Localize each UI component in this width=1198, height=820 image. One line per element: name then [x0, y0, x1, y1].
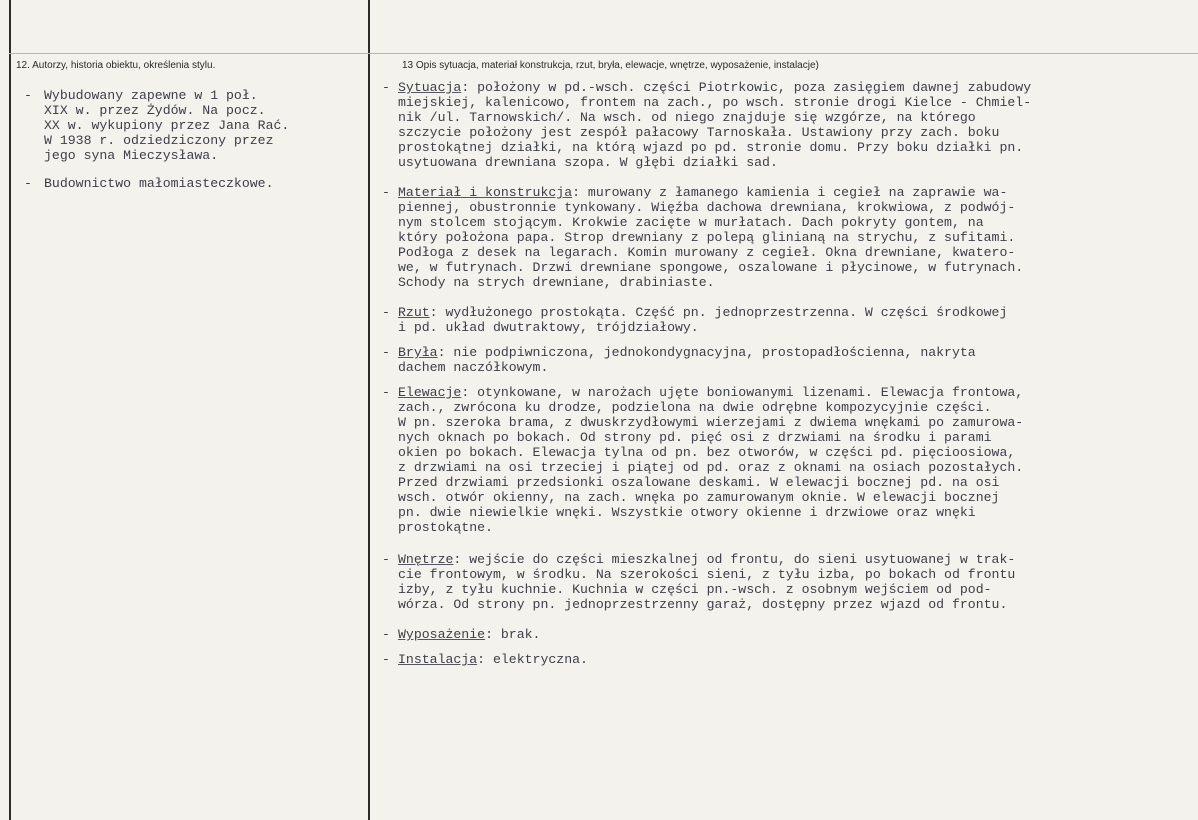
line-text: usytuowana drewniana szopa. W głębi działki sad.: [398, 155, 778, 170]
bullet-dash: -: [24, 88, 32, 103]
entry-keyword: Sytuacja: [398, 80, 462, 95]
text-line: [398, 520, 1023, 535]
line-text: zach., zwrócona ku drodze, podzielona na dwie odrębne kompozycyjnie części.: [398, 400, 992, 415]
entry-text: [398, 305, 1007, 335]
text-line: [398, 215, 1023, 230]
line-text: : nie podpiwniczona, jednokondygnacyjna, prostopadłościenna, nakryta: [437, 345, 976, 360]
bullet-dash: -: [382, 627, 390, 642]
text-line: [44, 103, 289, 118]
text-line: [398, 652, 588, 667]
text-line: [398, 80, 1031, 95]
line-text: okien po bokach. Elewacja tylna od pn. bez otworów, w części pd. pięcioosiowa,: [398, 445, 1016, 460]
bullet-dash: -: [382, 80, 390, 95]
text-line: [398, 582, 1015, 597]
line-text: W 1938 r. odziedziczony przez: [44, 133, 274, 148]
entry-keyword: Rzut: [398, 305, 430, 320]
bullet-dash: -: [382, 185, 390, 200]
line-text: szczycie położony jest zespół pałacowy Tarnoskała. Ustawiony przy zach. boku: [398, 125, 1000, 140]
text-line: [44, 118, 289, 133]
text-line: [398, 445, 1023, 460]
entry-keyword: Wnętrze: [398, 552, 454, 567]
text-line: [398, 125, 1031, 140]
entry-text: [44, 176, 274, 191]
line-text: : położony w pd.-wsch. części Piotrkowic, poza zasięgiem dawnej zabudowy: [461, 80, 1032, 95]
text-line: [398, 627, 540, 642]
line-text: nych oknach po bokach. Od strony pd. pięć osi z drzwiami na środku i parami: [398, 430, 992, 445]
text-line: [398, 275, 1023, 290]
line-text: dachem naczółkowym.: [398, 360, 549, 375]
line-text: W pn. szeroka brama, z dwuskrzydłowymi wierzejami z dwiema wnękami po zamurowa-: [398, 415, 1024, 430]
text-line: [398, 360, 976, 375]
line-text: cie frontowym, w środku. Na szerokości sieni, z tyłu izba, po bokach od frontu: [398, 567, 1016, 582]
line-text: i pd. układ dwutraktowy, trójdziałowy.: [398, 320, 699, 335]
text-line: [44, 88, 289, 103]
text-line: [398, 415, 1023, 430]
line-text: : wejście do części mieszkalnej od frontu, do sieni usytuowanej w trak-: [453, 552, 1016, 567]
line-text: piennej, obustronnie tynkowany. Więźba dachowa drewniana, krokwiowa, z podwój-: [398, 200, 1016, 215]
line-text: nik /ul. Tarnowskich/. Na wsch. od niego znajduje się wzgórze, na którego: [398, 110, 976, 125]
text-line: [44, 133, 289, 148]
bullet-dash: -: [382, 652, 390, 667]
line-text: Schody na strych drewniane, drabiniaste.: [398, 275, 715, 290]
text-line: [398, 345, 976, 360]
line-text: Budownictwo małomiasteczkowe.: [44, 176, 274, 191]
entry-keyword: Wyposażenie: [398, 627, 486, 642]
section-12-header: 12. Autorzy, historia obiektu, określenia stylu.: [16, 60, 216, 71]
line-text: jego syna Mieczysława.: [44, 148, 219, 163]
text-line: [398, 567, 1015, 582]
line-text: pn. dwie niewielkie wnęki. Wszystkie otwory okienne i drzwiowe oraz wnęki: [398, 505, 976, 520]
entry-text: [398, 627, 540, 642]
entry-text: [398, 80, 1031, 170]
line-text: izby, z tyłu kuchnie. Kuchnia w części pn.-wsch. z osobnym wejściem od pod-: [398, 582, 992, 597]
entry-text: [398, 552, 1015, 612]
line-text: wórza. Od strony pn. jednoprzestrzenny garaż, dostępny przez wjazd od frontu.: [398, 597, 1008, 612]
text-line: [398, 200, 1023, 215]
entry-text: [398, 185, 1023, 290]
line-text: nym stolcem stojącym. Krokwie zacięte w murłatach. Dach pokryty gontem, na: [398, 215, 984, 230]
text-line: [398, 505, 1023, 520]
line-text: prostokątnej działki, na którą wjazd po pd. stronie domu. Przy boku działki pn.: [398, 140, 1024, 155]
bullet-dash: -: [382, 385, 390, 400]
text-line: [398, 490, 1023, 505]
line-text: wsch. otwór okienny, na zach. wnęka po zamurowanym oknie. W elewacji bocznej: [398, 490, 1000, 505]
line-text: z drzwiami na osi trzeciej i piątej od pd. oraz z oknami na osiach pozostałych.: [398, 460, 1024, 475]
left-border-line: [9, 0, 11, 820]
text-line: [398, 400, 1023, 415]
column-divider: [368, 0, 370, 820]
entry-keyword: Materiał i konstrukcja: [398, 185, 573, 200]
text-line: [398, 245, 1023, 260]
entry-text: [44, 88, 289, 163]
text-line: [44, 148, 289, 163]
line-text: : murowany z łamanego kamienia i cegieł na zaprawie wa-: [572, 185, 1008, 200]
entry-text: [398, 652, 588, 667]
line-text: : wydłużonego prostokąta. Część pn. jednoprzestrzenna. W części środkowej: [429, 305, 1008, 320]
entry-keyword: Bryła: [398, 345, 438, 360]
line-text: : otynkowane, w narożach ujęte boniowanymi lizenami. Elewacja frontowa,: [461, 385, 1024, 400]
bullet-dash: -: [382, 552, 390, 567]
entry-keyword: Instalacja: [398, 652, 478, 667]
line-text: Wybudowany zapewne w 1 poł.: [44, 88, 258, 103]
text-line: [398, 230, 1023, 245]
text-line: [398, 95, 1031, 110]
line-text: XX w. wykupiony przez Jana Rać.: [44, 118, 290, 133]
line-text: Przed drzwiami przedsionki oszalowane deskami. W elewacji bocznej pd. na osi: [398, 475, 1000, 490]
line-text: Podłoga z desek na legarach. Komin murowany z cegieł. Okna drewniane, kwatero-: [398, 245, 1016, 260]
line-text: : elektryczna.: [477, 652, 588, 667]
text-line: [398, 320, 1007, 335]
text-line: [398, 552, 1015, 567]
entry-text: [398, 345, 976, 375]
bullet-dash: -: [382, 305, 390, 320]
text-line: [398, 260, 1023, 275]
text-line: [398, 110, 1031, 125]
line-text: : brak.: [485, 627, 541, 642]
text-line: [398, 305, 1007, 320]
line-text: prostokątne.: [398, 520, 493, 535]
text-line: [44, 176, 274, 191]
text-line: [398, 597, 1015, 612]
text-line: [398, 140, 1031, 155]
section-13-header: 13 Opis sytuacja, materiał konstrukcja, rzut, bryła, elewacje, wnętrze, wyposażenie, instalacje): [402, 60, 819, 71]
text-line: [398, 185, 1023, 200]
text-line: [398, 460, 1023, 475]
text-line: [398, 430, 1023, 445]
line-text: miejskiej, kalenicowo, frontem na zach., po wsch. stronie drogi Kielce - Chmiel-: [398, 95, 1032, 110]
text-line: [398, 385, 1023, 400]
line-text: we, w futrynach. Drzwi drewniane spongowe, oszalowane i płycinowe, w futrynach.: [398, 260, 1024, 275]
bullet-dash: -: [382, 345, 390, 360]
text-line: [398, 475, 1023, 490]
header-rule: [9, 53, 1198, 54]
text-line: [398, 155, 1031, 170]
line-text: który położona papa. Strop drewniany z polepą glinianą na strychu, z sufitami.: [398, 230, 1016, 245]
line-text: XIX w. przez Żydów. Na pocz.: [44, 103, 266, 118]
entry-text: [398, 385, 1023, 535]
bullet-dash: -: [24, 176, 32, 191]
entry-keyword: Elewacje: [398, 385, 462, 400]
